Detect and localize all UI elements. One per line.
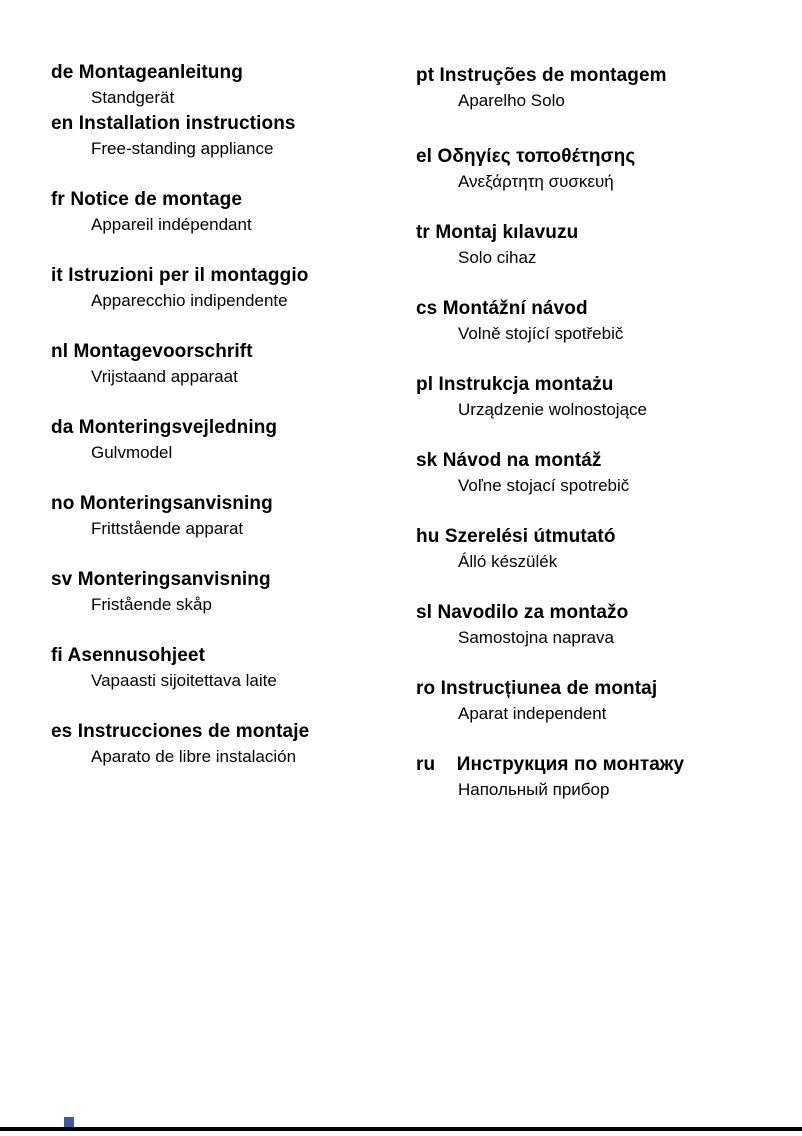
entry-title-text: Monteringsanvisning [77, 569, 271, 590]
language-entry-hu [416, 524, 796, 574]
entry-title-text: Instrucciones de montaje [77, 721, 310, 742]
entry-title [416, 144, 796, 169]
entry-title [51, 643, 406, 668]
entry-title-text: Navodilo za montažo [437, 602, 629, 623]
language-code: da [51, 417, 74, 438]
entry-title [51, 415, 406, 440]
entry-title-text: Instrukcja montażu [438, 374, 614, 395]
language-code: sk [416, 450, 438, 471]
entry-title-text: Szerelési útmutató [444, 526, 616, 547]
entry-subtitle: Vapaasti sijoitettava laite [91, 671, 277, 690]
entry-title [51, 339, 406, 364]
entry-title [416, 296, 796, 321]
entry-title [51, 491, 406, 516]
language-entry-pl [416, 372, 796, 422]
entry-title [416, 600, 796, 625]
language-entry-sl [416, 600, 796, 650]
entry-title-text: Istruzioni per il montaggio [68, 265, 309, 286]
entry-subtitle: Urządzenie wolnostojące [458, 400, 647, 419]
entry-title [51, 263, 406, 288]
entry-subtitle: Aparat independent [458, 704, 607, 723]
entry-subtitle: Appareil indépendant [91, 215, 252, 234]
entry-title [51, 111, 406, 136]
language-entry-en [51, 111, 406, 161]
entry-subtitle: Voľne stojací spotrebič [458, 476, 630, 495]
entry-title-text: Installation instructions [78, 113, 296, 134]
language-code: hu [416, 526, 440, 547]
print-color-mark [64, 1117, 74, 1127]
entry-title-text: Montagevoorschrift [73, 341, 253, 362]
language-code: ro [416, 678, 436, 699]
language-entry-ro [416, 676, 796, 726]
entry-title-text: Montageanleitung [78, 62, 243, 83]
language-entry-de [51, 60, 406, 110]
entry-title-text: Notice de montage [70, 189, 242, 210]
entry-subtitle: Aparelho Solo [458, 91, 565, 110]
language-entry-ru [416, 752, 796, 802]
language-entry-el [416, 144, 796, 194]
language-code: tr [416, 222, 430, 243]
entry-title-text: Instruções de montagem [439, 65, 667, 86]
language-entry-nl [51, 339, 406, 389]
entry-title [416, 752, 796, 777]
language-code: nl [51, 341, 69, 362]
language-code: sl [416, 602, 433, 623]
language-code: es [51, 721, 73, 742]
language-code: sv [51, 569, 73, 590]
entry-title-text: Instrucțiunea de montaj [440, 678, 658, 699]
entry-subtitle: Álló készülék [458, 552, 558, 571]
language-entry-no [51, 491, 406, 541]
language-code: fr [51, 189, 65, 210]
entry-subtitle: Free-standing appliance [91, 139, 274, 158]
language-entry-fi [51, 643, 406, 693]
entry-title [416, 220, 796, 245]
language-code: it [51, 265, 63, 286]
entry-subtitle: Fristående skåp [91, 595, 212, 614]
language-code: de [51, 62, 74, 83]
language-entry-pt [416, 63, 796, 113]
language-entry-sk [416, 448, 796, 498]
language-code: ru [416, 754, 452, 775]
language-code: pl [416, 374, 434, 395]
language-entry-fr [51, 187, 406, 237]
language-code: fi [51, 645, 63, 666]
entry-title-text: Monteringsvejledning [78, 417, 278, 438]
language-column-left [51, 60, 406, 795]
entry-title [416, 448, 796, 473]
entry-subtitle: Apparecchio indipendente [91, 291, 288, 310]
entry-subtitle: Samostojna naprava [458, 628, 614, 647]
language-code: pt [416, 65, 435, 86]
language-entry-tr [416, 220, 796, 270]
language-code: el [416, 146, 433, 167]
entry-title [416, 372, 796, 397]
entry-title [416, 63, 796, 88]
entry-title [416, 676, 796, 701]
entry-title [51, 567, 406, 592]
entry-title-text: Montaj kılavuzu [435, 222, 579, 243]
entry-subtitle: Standgerät [91, 88, 175, 107]
entry-subtitle: Gulvmodel [91, 443, 173, 462]
entry-title [416, 524, 796, 549]
language-entry-da [51, 415, 406, 465]
language-code: cs [416, 298, 438, 319]
entry-subtitle: Напольный прибор [458, 780, 610, 799]
entry-title-text: Monteringsanvisning [79, 493, 273, 514]
entry-subtitle: Aparato de libre instalación [91, 747, 297, 766]
entry-subtitle: Vrijstaand apparaat [91, 367, 238, 386]
entry-subtitle: Frittstående apparat [91, 519, 244, 538]
entry-title-text: Asennusohjeet [67, 645, 205, 666]
language-entry-cs [416, 296, 796, 346]
entry-subtitle: Solo cihaz [458, 248, 537, 267]
language-column-right [416, 63, 796, 828]
entry-title-text: Инструкция по монтажу [456, 754, 685, 775]
language-code: en [51, 113, 74, 134]
language-entry-sv [51, 567, 406, 617]
entry-title [51, 719, 406, 744]
language-entry-it [51, 263, 406, 313]
entry-title [51, 187, 406, 212]
language-entry-es [51, 719, 406, 769]
entry-subtitle: Volně stojící spotřebič [458, 324, 624, 343]
bottom-rule [0, 1127, 802, 1131]
entry-title [51, 60, 406, 85]
entry-subtitle: Ανεξάρτητη συσκευή [458, 172, 614, 191]
entry-title-text: Návod na montáž [442, 450, 602, 471]
entry-title-text: Montážní návod [442, 298, 588, 319]
language-code: no [51, 493, 75, 514]
entry-title-text: Οδηγίες τοποθέτησης [437, 146, 636, 167]
